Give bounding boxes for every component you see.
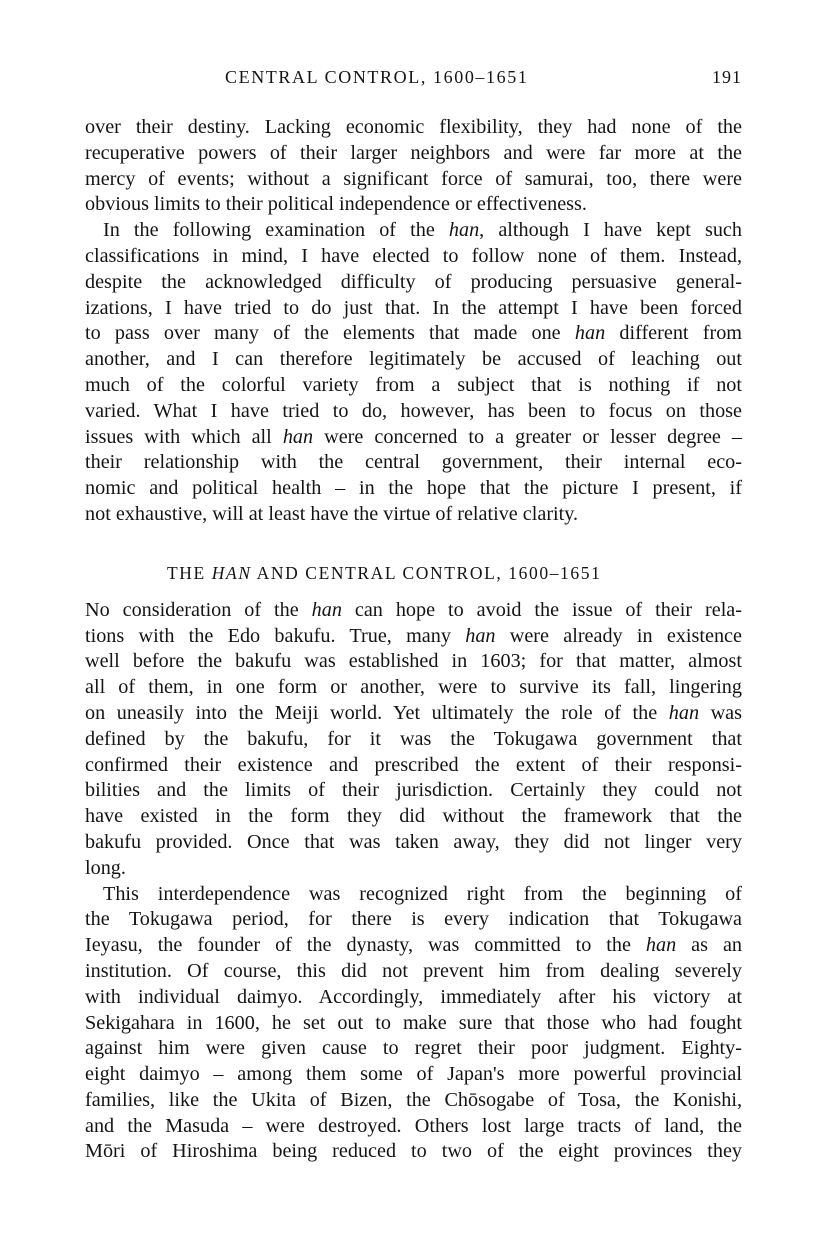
text-line: In the following examination of the han, although I have kept such xyxy=(103,219,742,242)
book-page xyxy=(85,62,742,1165)
paragraph xyxy=(85,218,742,528)
text-line: izations, I have tried to do just that. In the attempt I have been forced xyxy=(85,296,742,319)
running-head xyxy=(85,62,742,92)
section-heading xyxy=(85,560,742,586)
term-han: han xyxy=(282,425,314,448)
paragraph xyxy=(85,882,742,1166)
term-han: han xyxy=(645,934,677,957)
text-line: eight daimyo – among them some of Japan's more powerful provincial xyxy=(85,1063,742,1086)
text-line: bilities and the limits of their jurisdiction. Certainly they could not xyxy=(85,779,742,802)
text-line: recuperative powers of their larger neighbors and were far more at the xyxy=(85,141,742,164)
paragraph xyxy=(85,115,742,218)
text-line: This interdependence was recognized right from the beginning of xyxy=(103,882,742,905)
text-line: varied. What I have tried to do, however, has been to focus on those xyxy=(85,399,742,422)
text-line: defined by the bakufu, for it was the Tokugawa government that xyxy=(85,727,742,750)
text-line: nomic and political health – in the hope that the picture I present, if xyxy=(85,477,742,500)
text-line: much of the colorful variety from a subject that is nothing if not xyxy=(85,373,742,396)
text-line: long. xyxy=(85,856,126,879)
text-line: well before the bakufu was established in 1603; for that matter, almost xyxy=(85,650,742,673)
text-line: on uneasily into the Meiji world. Yet ultimately the role of the han was xyxy=(85,701,742,724)
text-line: not exhaustive, will at least have the virtue of relative clarity. xyxy=(85,502,579,525)
term-han: han xyxy=(448,219,480,242)
term-han: han xyxy=(574,322,606,345)
page-number: 191 xyxy=(712,67,742,87)
running-title: CENTRAL CONTROL, 1600–1651 xyxy=(225,67,529,87)
section-heading-italic: HAN xyxy=(211,562,252,583)
term-han: han xyxy=(311,598,342,621)
text-line: their relationship with the central government, their internal eco- xyxy=(85,451,742,474)
text-line: Sekigahara in 1600, he set out to make sure that those who had fought xyxy=(85,1011,742,1034)
text-line: all of them, in one form or another, were to survive its fall, lingering xyxy=(85,676,742,699)
section-heading-suffix: AND CENTRAL CONTROL, 1600–1651 xyxy=(251,562,602,583)
text-line: tions with the Edo bakufu. True, many han were already in existence xyxy=(85,624,742,647)
text-line: No consideration of the han can hope to avoid the issue of their rela- xyxy=(85,598,742,621)
text-line: families, like the Ukita of Bizen, the Chōsogabe of Tosa, the Konishi, xyxy=(85,1088,742,1111)
text-line: and the Masuda – were destroyed. Others lost large tracts of land, the xyxy=(85,1114,742,1137)
body-text xyxy=(85,115,742,1165)
section-heading-prefix: THE xyxy=(167,562,212,583)
text-line: against him were given cause to regret their poor judgment. Eighty- xyxy=(85,1037,742,1060)
text-line: obvious limits to their political independence or effectiveness. xyxy=(85,193,587,216)
text-line: institution. Of course, this did not prevent him from dealing severely xyxy=(85,959,742,982)
text-line: mercy of events; without a significant force of samurai, too, there were xyxy=(85,167,742,190)
text-line: with individual daimyo. Accordingly, immediately after his victory at xyxy=(85,985,742,1008)
text-line: another, and I can therefore legitimately be accused of leaching out xyxy=(85,348,742,371)
text-line: Mōri of Hiroshima being reduced to two of the eight provinces they xyxy=(85,1140,742,1163)
term-han: han xyxy=(668,701,700,724)
text-line: Ieyasu, the founder of the dynasty, was committed to the han as an xyxy=(85,934,742,957)
text-line: despite the acknowledged difficulty of producing persuasive general- xyxy=(85,270,742,293)
text-line: classifications in mind, I have elected to follow none of them. Instead, xyxy=(85,244,742,267)
paragraph xyxy=(85,598,742,882)
text-line: over their destiny. Lacking economic flexibility, they had none of the xyxy=(85,116,742,138)
text-line: bakufu provided. Once that was taken away, they did not linger very xyxy=(85,830,742,853)
text-line: have existed in the form they did without the framework that the xyxy=(85,805,742,828)
text-line: issues with which all han were concerned to a greater or lesser degree – xyxy=(85,425,742,448)
text-line: to pass over many of the elements that made one han different from xyxy=(85,322,742,345)
text-line: the Tokugawa period, for there is every indication that Tokugawa xyxy=(85,908,742,931)
term-han: han xyxy=(465,624,496,647)
text-line: confirmed their existence and prescribed the extent of their responsi- xyxy=(85,753,742,776)
